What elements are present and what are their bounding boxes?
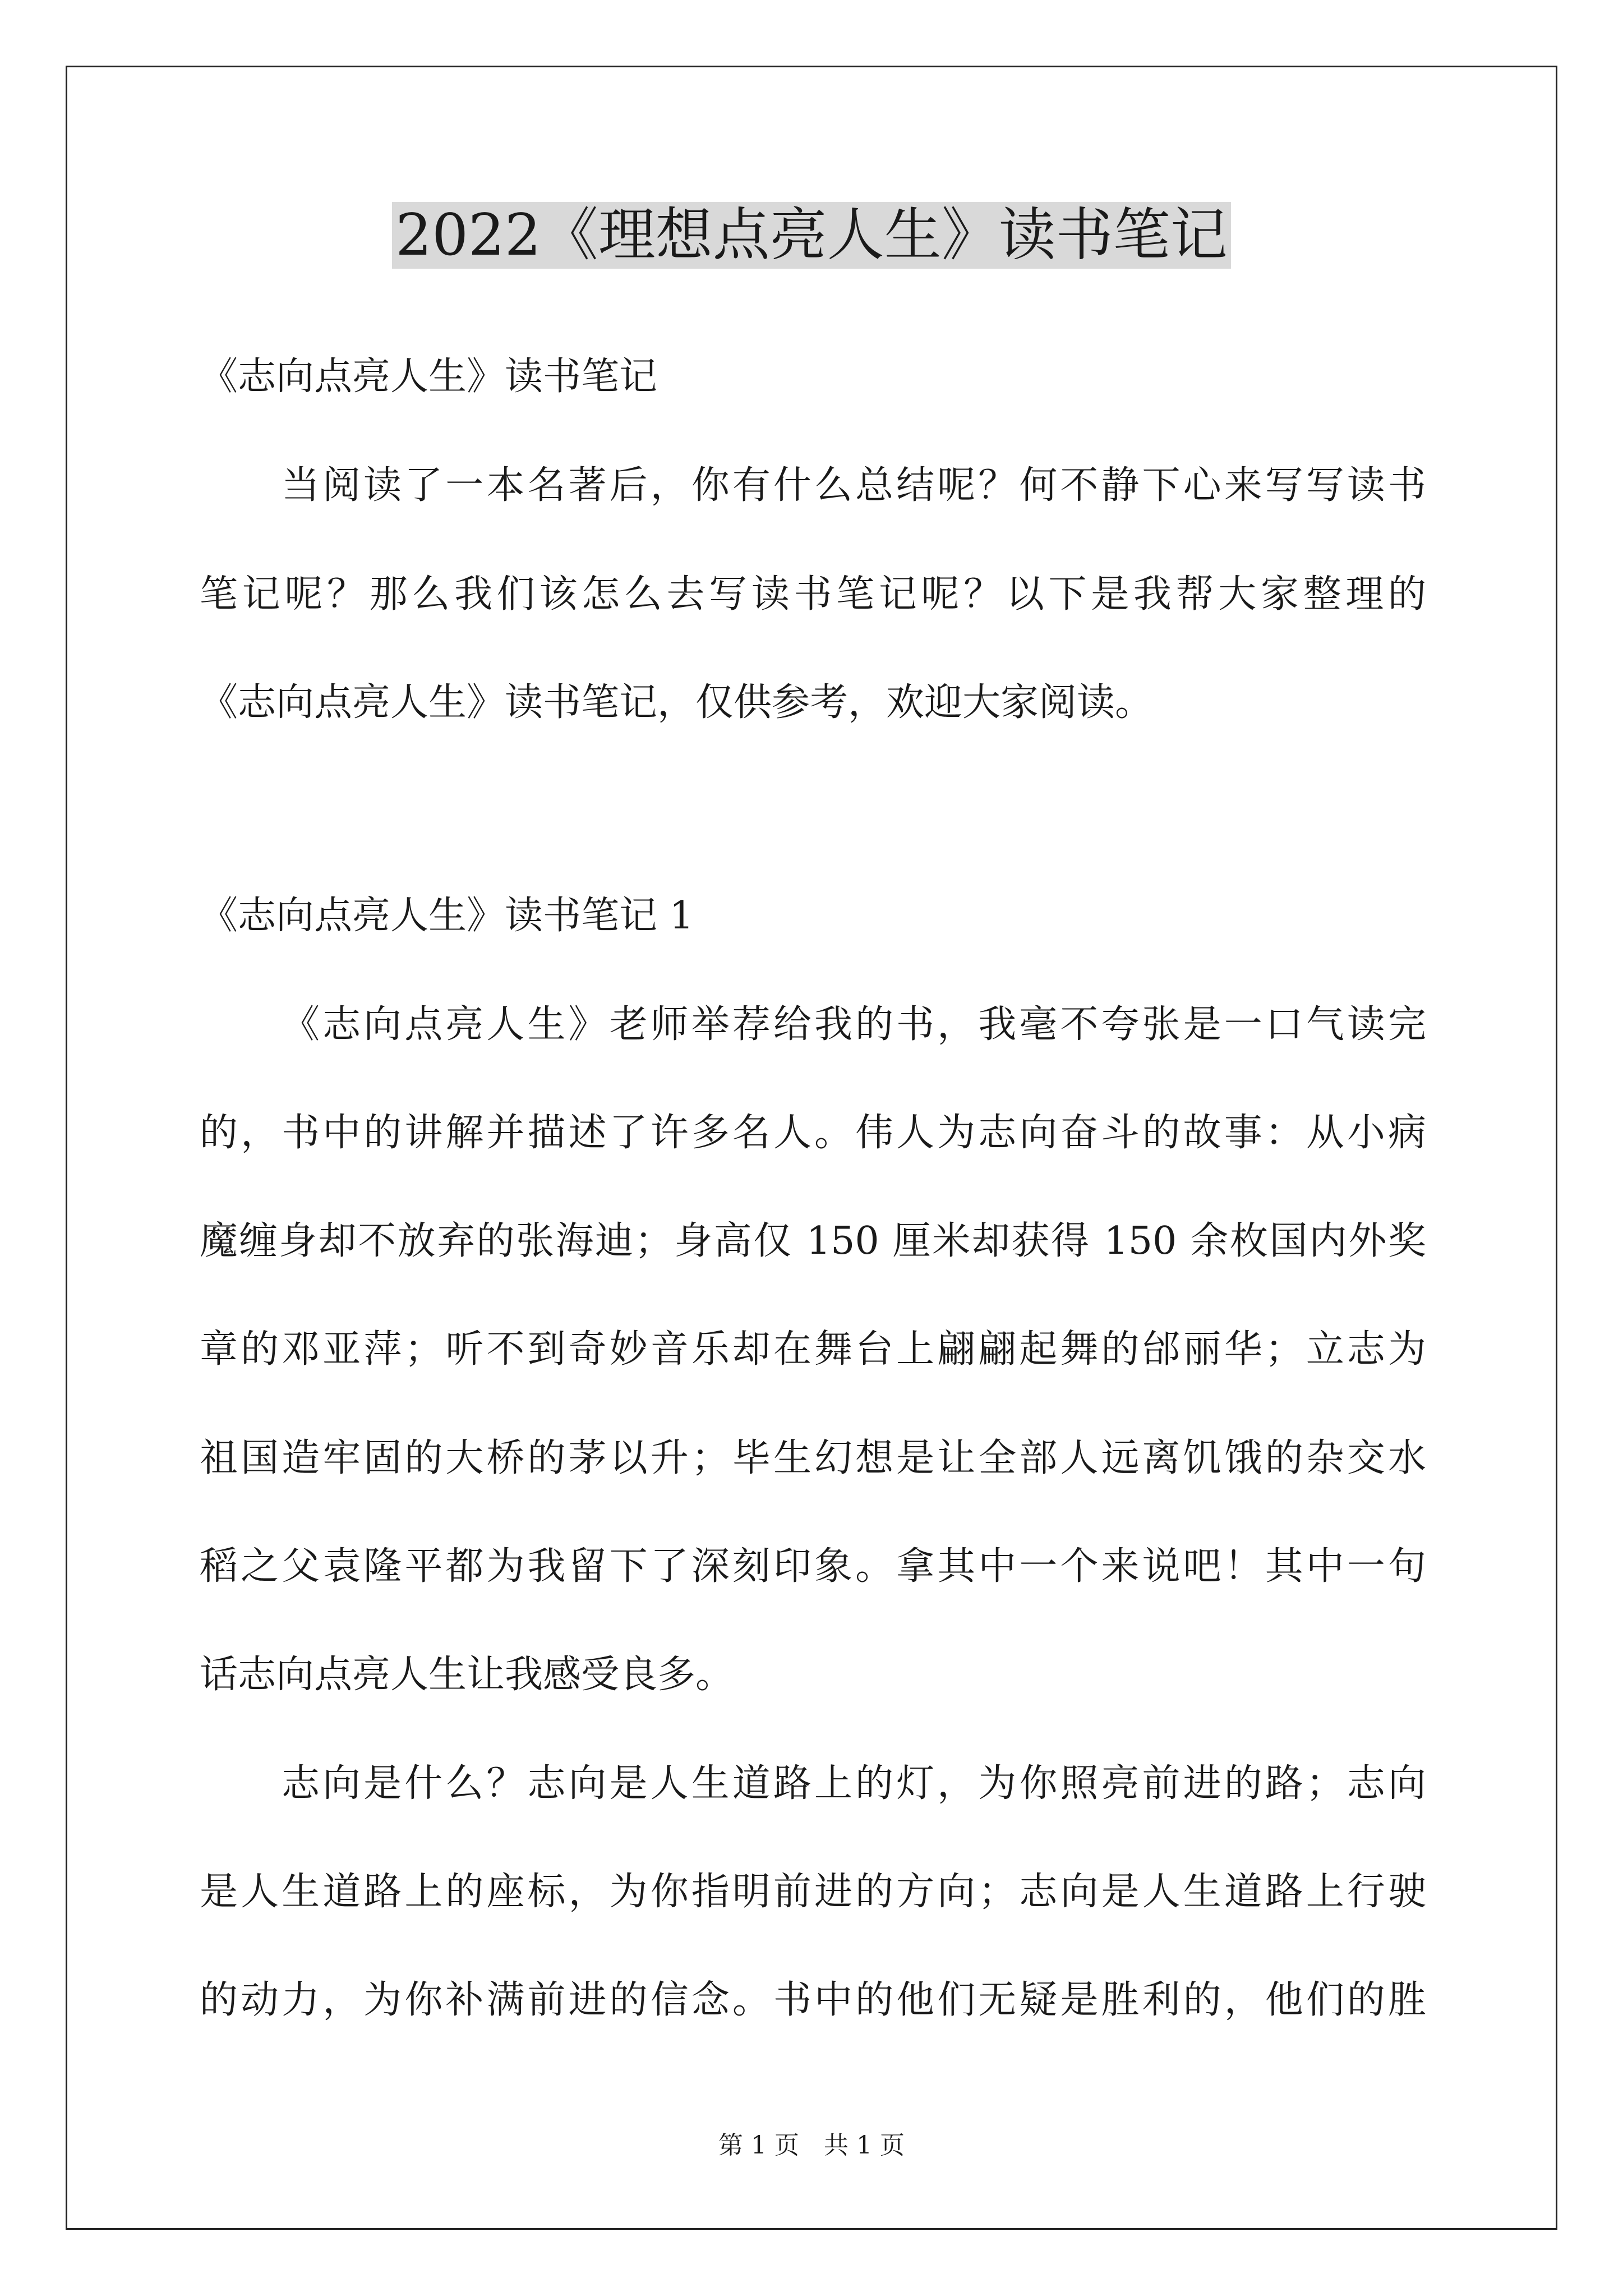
intro-line-1: 当阅读了一本名著后，你有什么总结呢？何不静下心来写写读书 (282, 463, 1426, 508)
para2-line-1: 志向是什么？志向是人生道路上的灯，为你照亮前进的路；志向 (282, 1761, 1426, 1806)
page-number-footer: 第 1 页 共 1 页 (718, 2131, 905, 2160)
section-heading: 《志向点亮人生》读书笔记 1 (200, 894, 694, 938)
para1-line-3: 魔缠身却不放弃的张海迪；身高仅 150 厘米却获得 150 余枚国内外奖 (200, 1219, 1426, 1263)
para1-line-2: 的，书中的讲解并描述了许多名人。伟人为志向奋斗的故事：从小病 (200, 1111, 1426, 1155)
document-title (0, 196, 1623, 275)
para1-line-6: 稻之父袁隆平都为我留下了深刻印象。拿其中一个来说吧！其中一句 (200, 1544, 1426, 1589)
para1-line-7: 话志向点亮人生让我感受良多。 (200, 1653, 734, 1697)
para2-line-3: 的动力，为你补满前进的信念。书中的他们无疑是胜利的，他们的胜 (200, 1978, 1426, 2022)
para1-line-1: 《志向点亮人生》老师举荐给我的书，我毫不夸张是一口气读完 (282, 1002, 1426, 1047)
document-title-text: 2022《理想点亮人生》读书笔记 (392, 202, 1231, 269)
para2-line-2: 是人生道路上的座标，为你指明前进的方向；志向是人生道路上行驶 (200, 1870, 1426, 1914)
intro-line-2: 笔记呢？那么我们该怎么去写读书笔记呢？以下是我帮大家整理的 (200, 572, 1426, 616)
para1-line-5: 祖国造牢固的大桥的茅以升；毕生幻想是让全部人远离饥饿的杂交水 (200, 1436, 1426, 1480)
intro-line-3: 《志向点亮人生》读书笔记，仅供参考，欢迎大家阅读。 (200, 680, 1154, 725)
subtitle: 《志向点亮人生》读书笔记 (200, 355, 658, 399)
para1-line-4: 章的邓亚萍；听不到奇妙音乐却在舞台上翩翩起舞的邰丽华；立志为 (200, 1327, 1426, 1372)
